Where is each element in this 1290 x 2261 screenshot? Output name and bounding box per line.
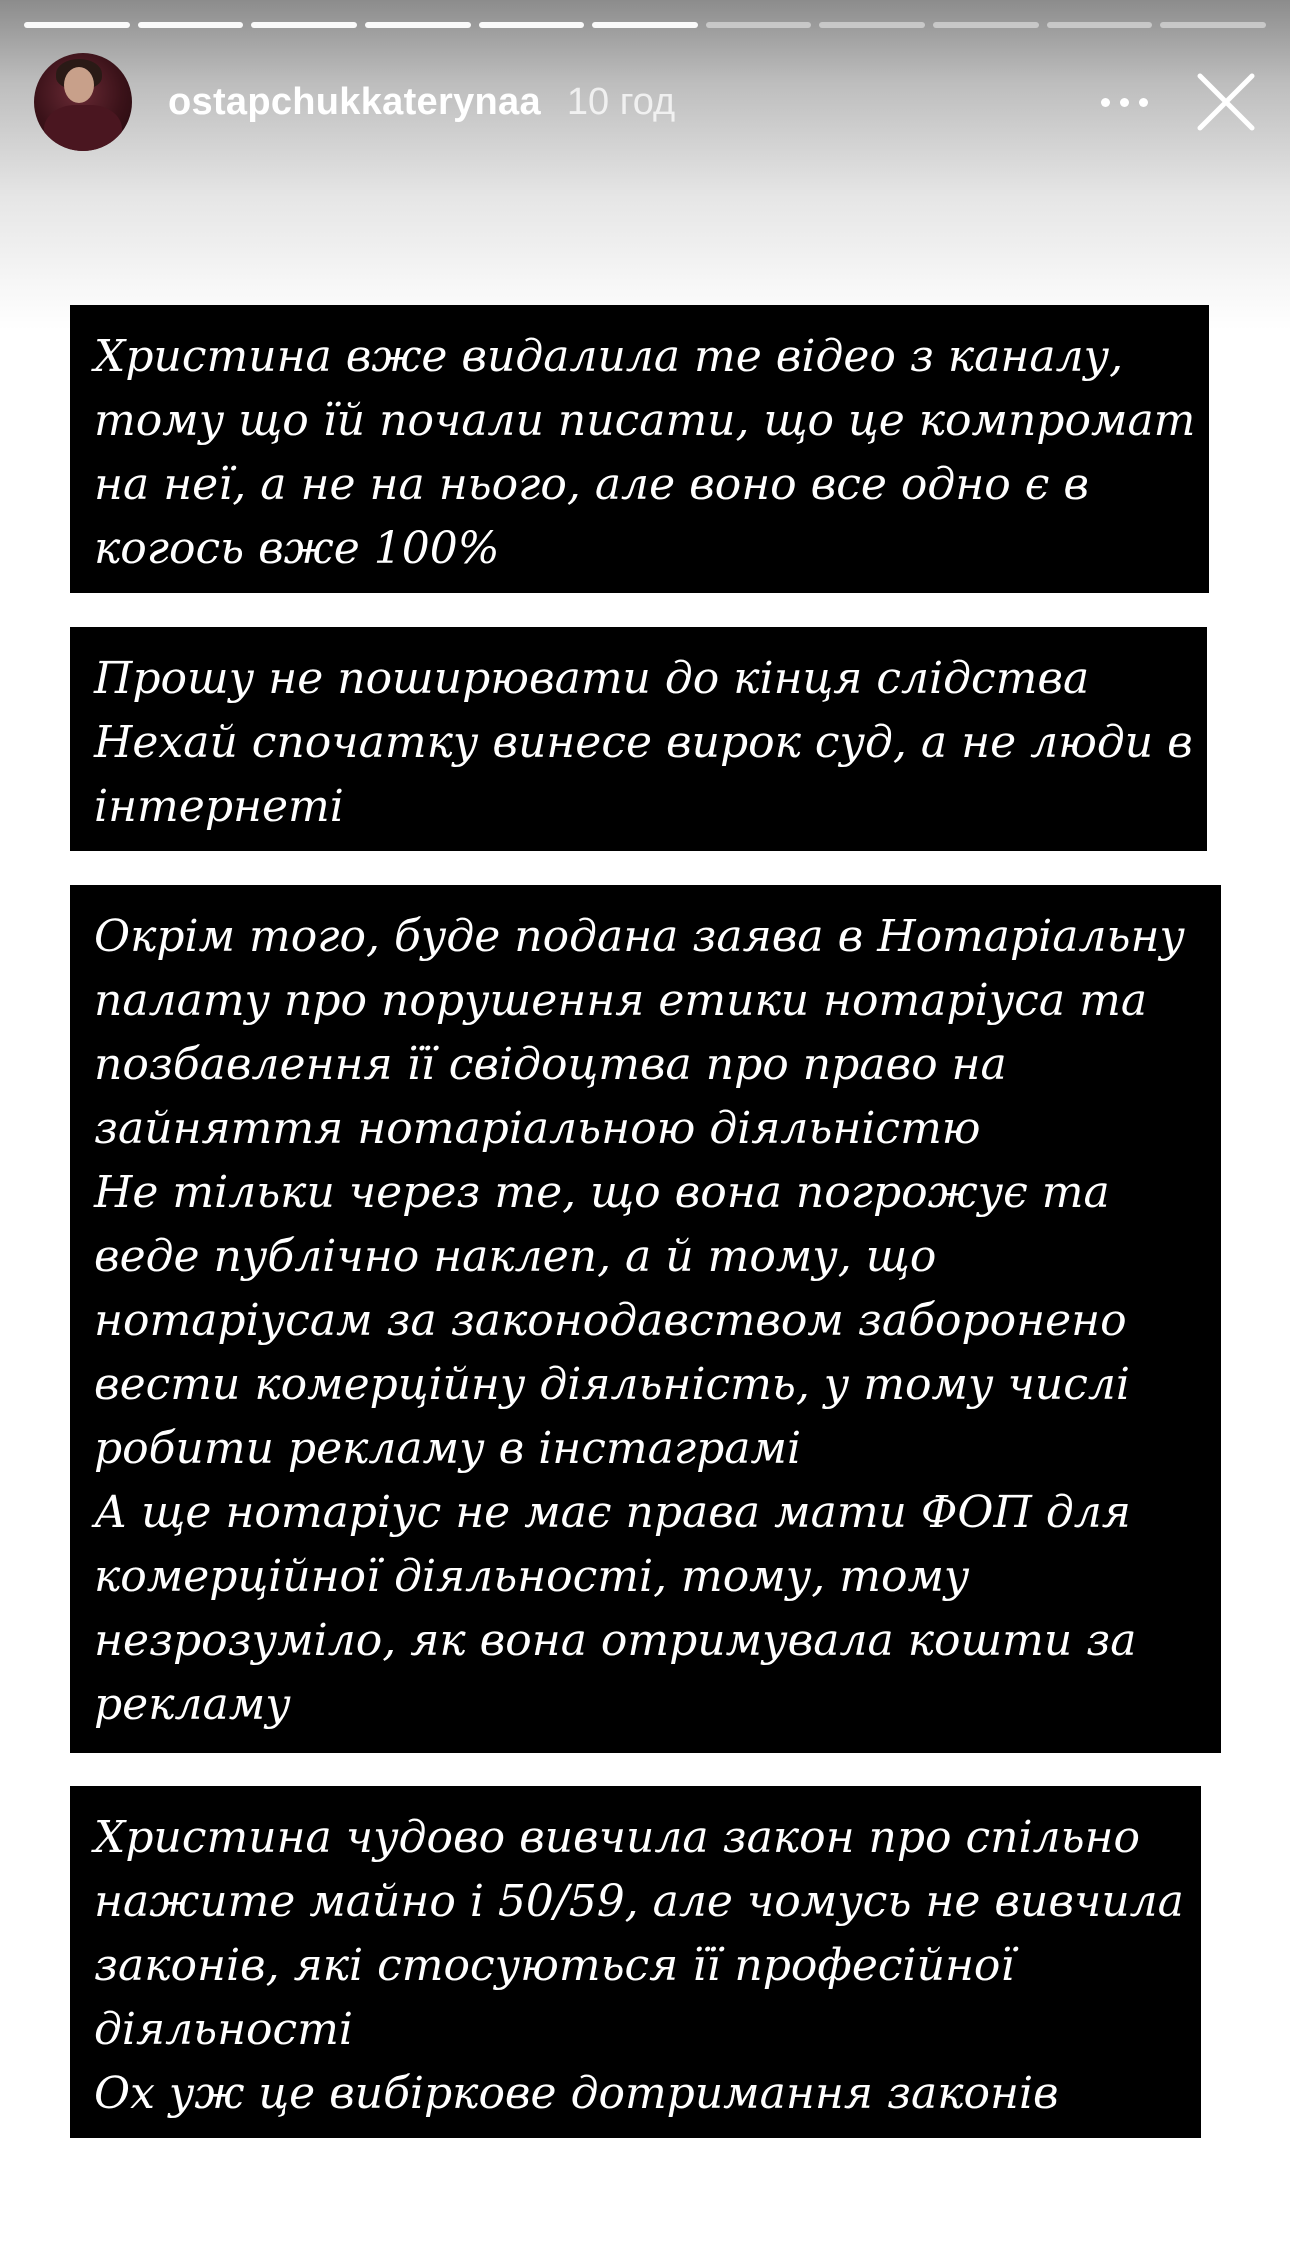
- text-line: робити рекламу в інстаграмі: [94, 1423, 802, 1474]
- progress-segment: [365, 22, 471, 28]
- story-progress-bar: [24, 22, 1266, 28]
- text-line: Христина чудово вивчила закон про спільно: [94, 1812, 1141, 1863]
- progress-segment: [819, 22, 925, 28]
- text-line: палату про порушення етики нотаріуса та: [94, 975, 1148, 1026]
- text-line: комерційної діяльності, тому, тому: [94, 1551, 970, 1602]
- text-line: Не тільки через те, що вона погрожує та: [94, 1167, 1110, 1218]
- text-line: когось вже 100%: [94, 523, 500, 574]
- top-gradient: [0, 0, 1290, 330]
- text-line: діяльності: [94, 2004, 353, 2055]
- avatar[interactable]: [34, 53, 132, 151]
- text-line: Окрім того, буде подана заява в Нотаріальну: [94, 911, 1185, 962]
- text-line: нотаріусам за законодавством заборонено: [94, 1295, 1127, 1346]
- more-dot: [1101, 98, 1110, 107]
- progress-segment: [1160, 22, 1266, 28]
- avatar-face: [64, 67, 94, 103]
- more-dot: [1120, 98, 1129, 107]
- text-line: веде публічно наклеп, а й тому, що: [94, 1231, 937, 1282]
- progress-segment: [706, 22, 812, 28]
- avatar-body: [44, 105, 122, 151]
- progress-segment: [24, 22, 130, 28]
- story-header: [34, 52, 1256, 152]
- text-block-2: [70, 627, 1207, 851]
- text-line: зайняття нотаріальною діяльністю: [94, 1103, 981, 1154]
- more-dot: [1139, 98, 1148, 107]
- more-horizontal-icon[interactable]: [1084, 80, 1164, 124]
- text-line: рекламу: [94, 1679, 291, 1730]
- post-time: 10 год: [566, 80, 676, 123]
- text-line: позбавлення її свідоцтва про право на: [94, 1039, 1007, 1090]
- text-line: Христина вже видалила те відео з каналу,: [94, 331, 1124, 382]
- text-line: на неї, а не на нього, але воно все одно є в: [94, 459, 1090, 510]
- text-line: Нехай спочатку винесе вирок суд, а не люди в: [94, 717, 1193, 768]
- text-line: законів, які стосуються її професійної: [94, 1940, 1015, 1991]
- text-line: незрозуміло, як вона отримувала кошти за: [94, 1615, 1137, 1666]
- text-line: А ще нотаріус не має права мати ФОП для: [94, 1487, 1131, 1538]
- text-line: нажите майно і 50/59, але чомусь не вивчила: [94, 1876, 1184, 1927]
- progress-segment: [251, 22, 357, 28]
- text-block-1: [70, 305, 1209, 593]
- text-line: вести комерційну діяльність, у тому числі: [94, 1359, 1130, 1410]
- progress-segment: [138, 22, 244, 28]
- username[interactable]: ostapchukkaterynaa: [168, 80, 541, 123]
- progress-segment: [1047, 22, 1153, 28]
- text-line: тому що їй почали писати, що це компромат: [94, 395, 1196, 446]
- text-line: Ох уж це вибіркове дотримання законів: [94, 2068, 1059, 2119]
- text-line: Прошу не поширювати до кінця слідства: [94, 653, 1090, 704]
- progress-segment: [479, 22, 585, 28]
- close-icon[interactable]: [1192, 68, 1260, 136]
- progress-segment: [933, 22, 1039, 28]
- text-block-4: [70, 1786, 1201, 2138]
- text-block-3: [70, 885, 1221, 1753]
- progress-segment: [592, 22, 698, 28]
- text-line: інтернеті: [94, 781, 344, 832]
